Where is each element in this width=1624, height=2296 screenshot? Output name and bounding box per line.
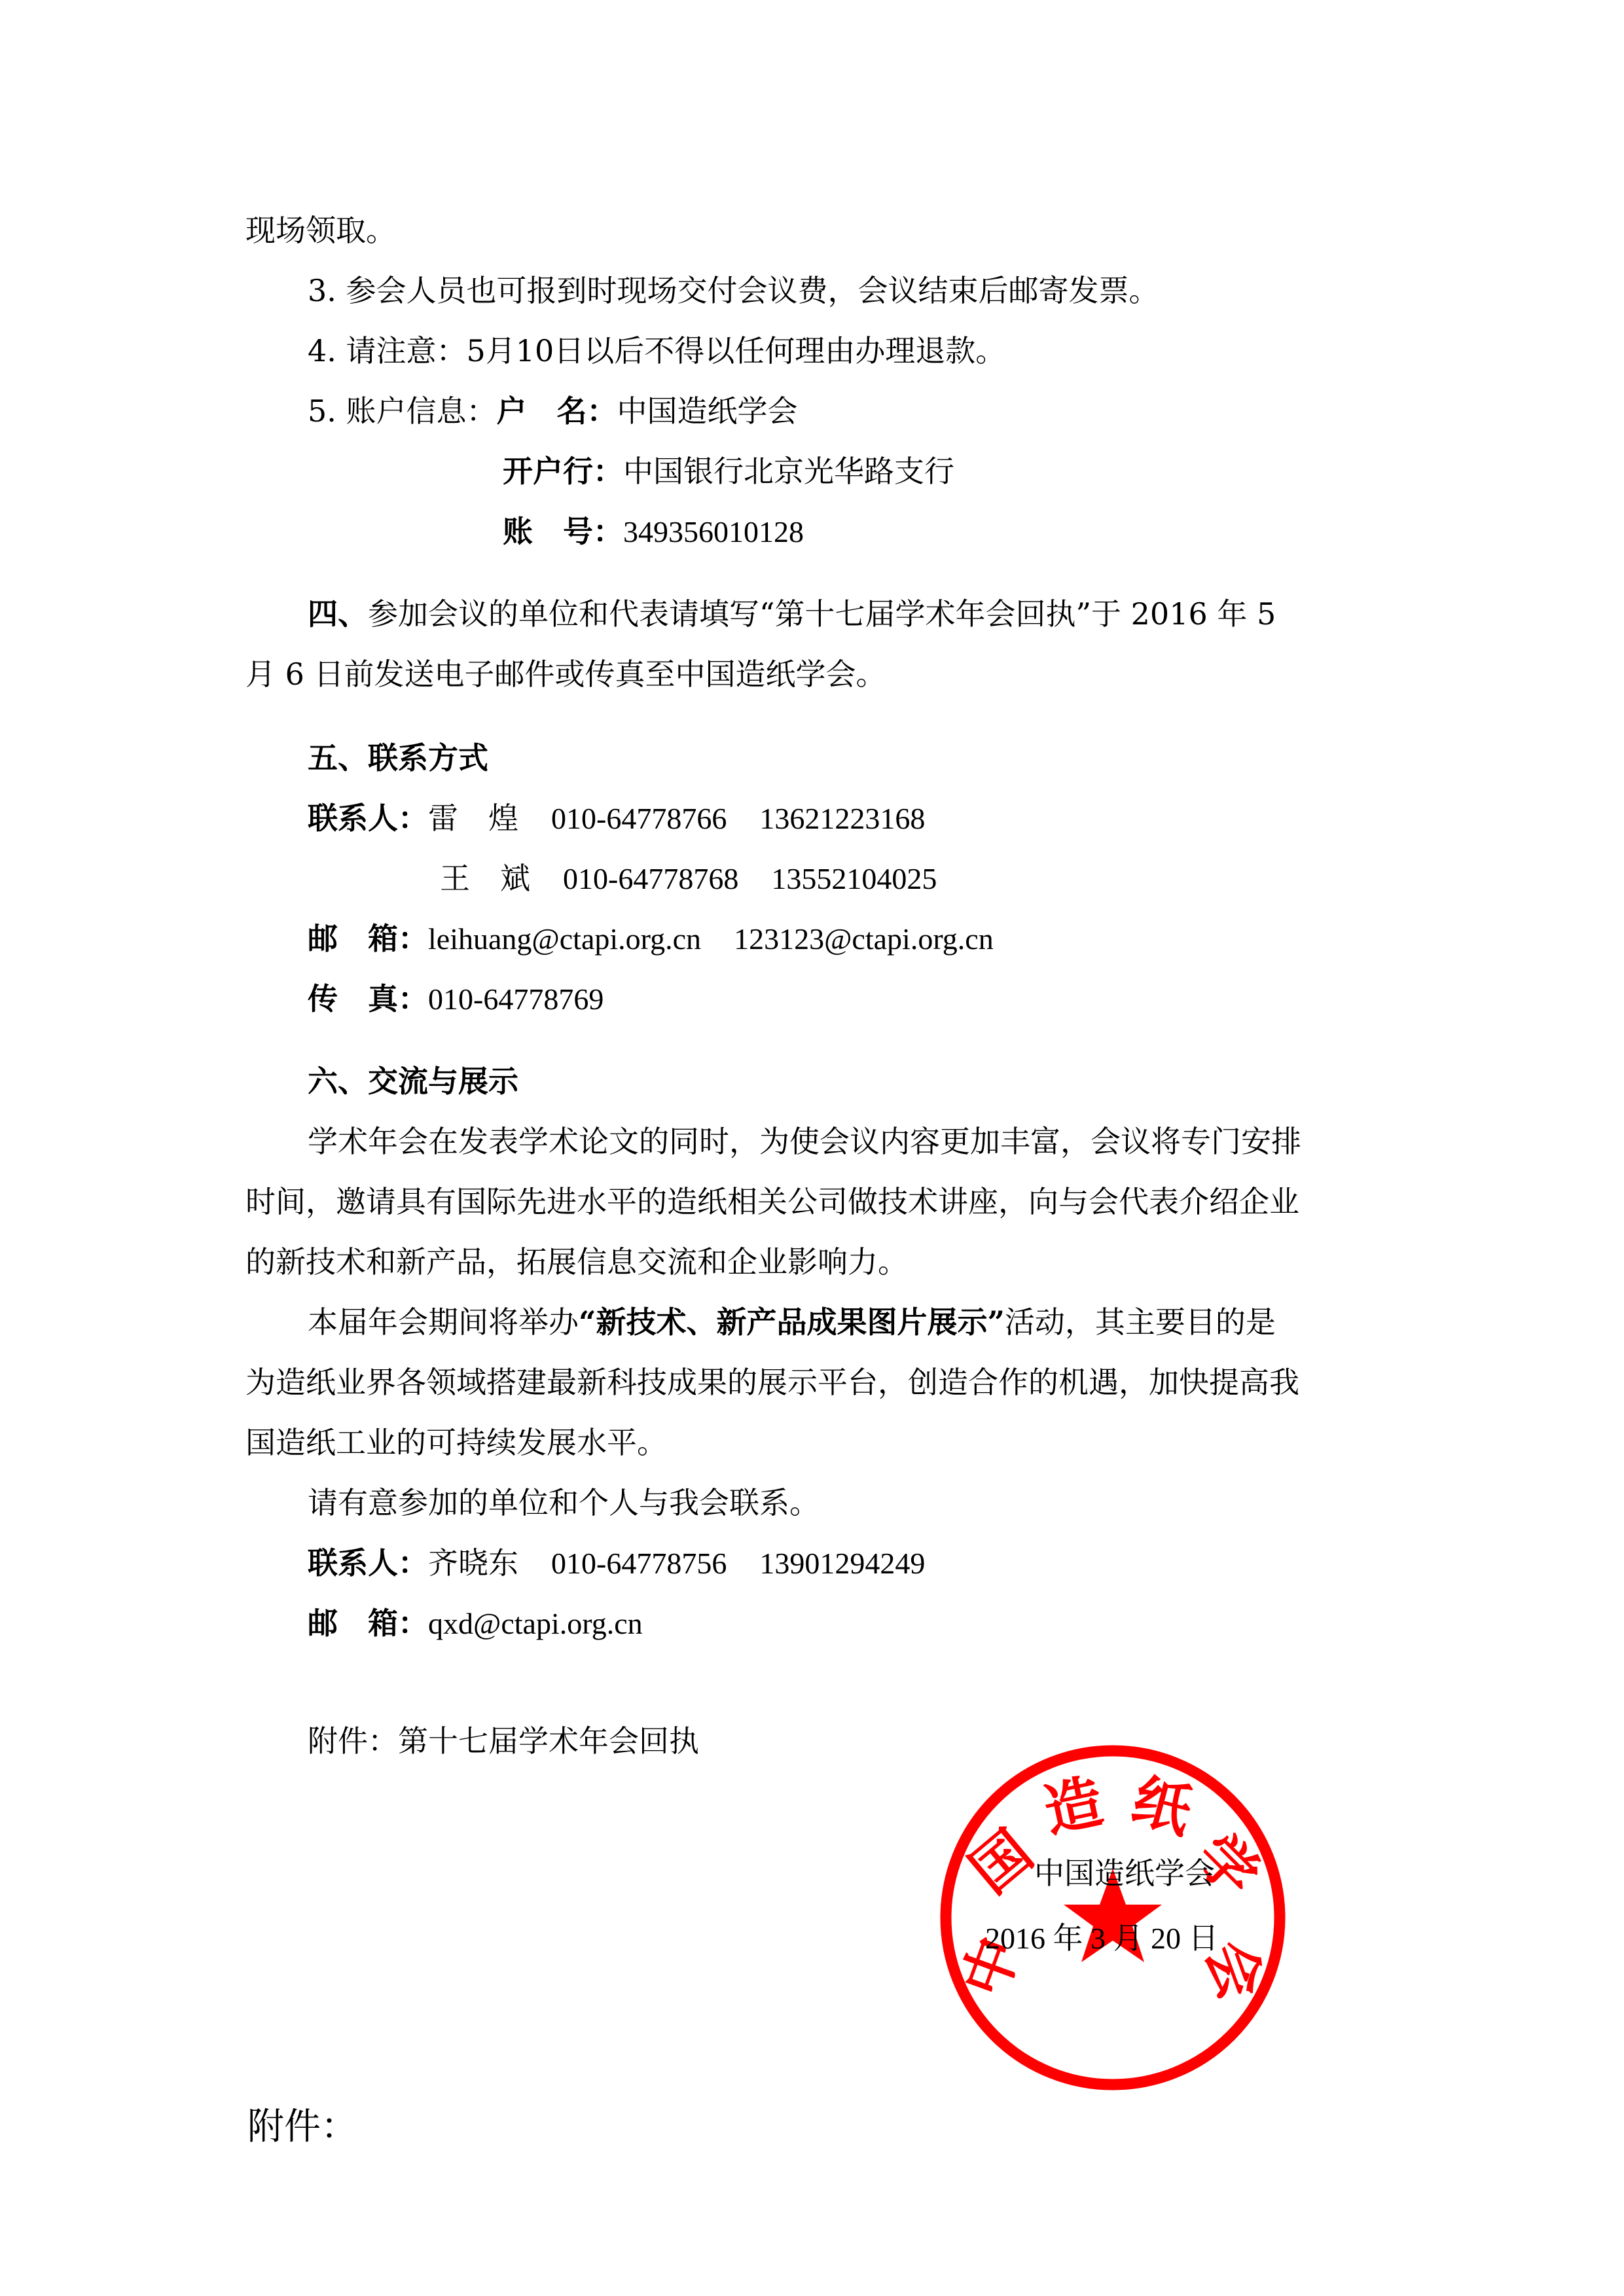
contact-label: 联系人： [308, 1545, 428, 1581]
seal-char: 纸 [1125, 1765, 1199, 1846]
contact-mobile: 13552104025 [771, 862, 937, 895]
signature-org: 中国造纸学会 [1034, 1856, 1215, 1891]
contact-mobile: 13621223168 [759, 802, 926, 835]
fax-row [308, 979, 604, 1019]
email-label: 邮 箱： [308, 921, 428, 956]
section5-heading: 五、联系方式 [308, 740, 488, 776]
email-row [308, 1604, 643, 1643]
seal-char: 造 [1038, 1767, 1109, 1846]
contact-label: 联系人： [308, 800, 428, 836]
item-4: 4. 请注意：5月10日以后不得以任何理由办理退款。 [308, 333, 1006, 368]
paragraph-line: 国造纸工业的可持续发展水平。 [245, 1425, 667, 1460]
paragraph-line: 学术年会在发表学术论文的同时，为使会议内容更加丰富，会议将专门安排 [308, 1124, 1301, 1159]
email-label: 邮 箱： [308, 1605, 428, 1641]
exhibition-title: “新技术、新产品成果图片展示” [579, 1304, 1005, 1340]
contact-row [308, 1543, 925, 1583]
attachment-heading: 附件： [247, 2106, 357, 2148]
fax-number: 010-64778769 [428, 982, 604, 1016]
paragraph-line: 为造纸业界各领域搭建最新科技成果的展示平台，创造合作的机遇，加快提高我 [245, 1365, 1299, 1400]
item-5 [308, 391, 798, 431]
email-link[interactable]: leihuang@ctapi.org.cn [428, 922, 702, 956]
section6-heading: 六、交流与展示 [308, 1064, 518, 1099]
seal-char: 国 [957, 1817, 1045, 1907]
contact-name: 王 斌 [440, 861, 530, 896]
email-link[interactable]: 123123@ctapi.org.cn [734, 922, 994, 956]
seal-char: 中 [949, 1928, 1033, 2005]
seal-char: 学 [1183, 1820, 1272, 1910]
account-bank-label: 开户行： [503, 454, 623, 489]
contact-name: 雷 煌 [428, 800, 518, 836]
contact-mobile: 13901294249 [759, 1547, 926, 1580]
contact-phone: 010-64778768 [563, 862, 739, 895]
paragraph-line: 请有意参加的单位和个人与我会联系。 [308, 1485, 820, 1520]
email-link[interactable]: qxd@ctapi.org.cn [428, 1607, 643, 1640]
seal-char: 会 [1193, 1931, 1276, 2009]
account-bank-row [503, 452, 954, 491]
contact-phone: 010-64778766 [551, 802, 727, 835]
section4-text: 参加会议的单位和代表请填写“第十七届学术年会回执”于 2016 年 5 [368, 596, 1276, 632]
account-number: 349356010128 [623, 515, 804, 548]
account-bank: 中国银行北京光华路支行 [623, 454, 954, 489]
contact-row [440, 859, 937, 899]
contact-phone: 010-64778756 [551, 1547, 727, 1580]
paragraph-line: 时间，邀请具有国际先进水平的造纸相关公司做技术讲座，向与会代表介绍企业 [245, 1184, 1299, 1219]
text: 本届年会期间将举办 [308, 1304, 579, 1340]
text-line: 现场领取。 [245, 213, 396, 248]
email-row [308, 919, 994, 959]
section4-line1 [308, 594, 1276, 634]
section4-line2: 月 6 日前发送电子邮件或传真至中国造纸学会。 [245, 656, 886, 692]
paragraph-line: 的新技术和新产品，拓展信息交流和企业影响力。 [245, 1244, 908, 1280]
account-number-row [503, 512, 804, 552]
signature-date: 2016 年 3 月 20 日 [985, 1922, 1219, 1955]
contact-row [308, 798, 925, 838]
attachment-note: 附件：第十七届学术年会回执 [308, 1723, 699, 1759]
contact-name: 齐晓东 [428, 1545, 518, 1581]
official-seal [936, 1741, 1290, 2094]
account-number-label: 账 号： [503, 514, 623, 549]
text: 活动，其主要目的是 [1004, 1304, 1276, 1340]
paragraph-line [308, 1302, 1276, 1342]
account-name: 中国造纸学会 [617, 393, 798, 429]
fax-label: 传 真： [308, 981, 428, 1016]
account-name-label: 户 名： [496, 393, 617, 429]
section4-heading: 四、 [308, 596, 368, 632]
item-3: 3. 参会人员也可报到时现场交付会议费，会议结束后邮寄发票。 [308, 273, 1159, 308]
account-info-label: 5. 账户信息： [308, 393, 497, 429]
